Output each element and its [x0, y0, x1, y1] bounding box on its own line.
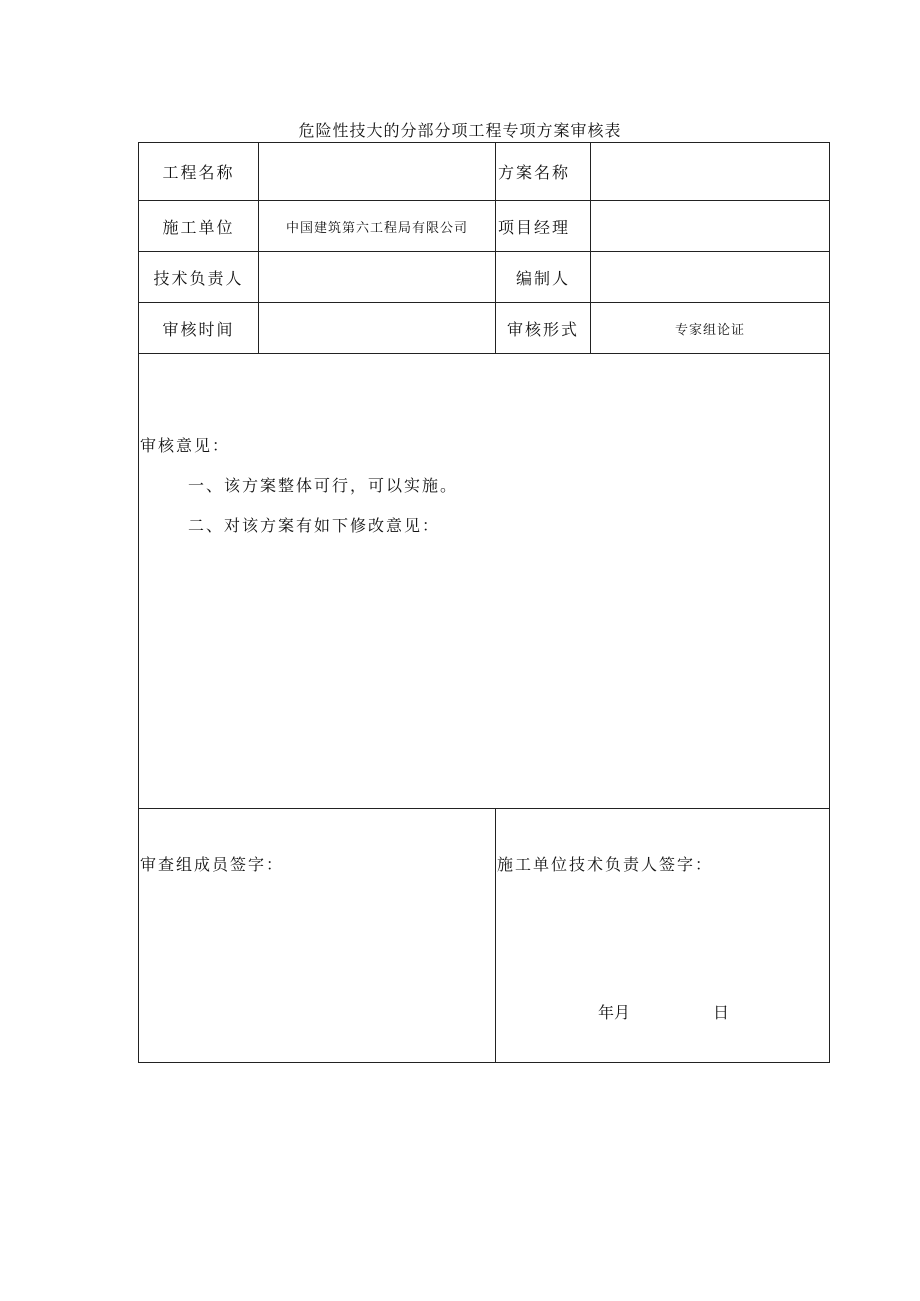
review-time-label: 审核时间	[162, 319, 235, 339]
review-opinion-heading: 审核意见：	[140, 436, 231, 455]
construction-unit-field[interactable]: 中国建筑第六工程局有限公司	[285, 220, 468, 236]
project-name-field[interactable]	[259, 143, 495, 200]
plan-name-field[interactable]	[591, 143, 829, 200]
date-day: 日	[713, 1003, 730, 1022]
technical-lead-label: 技术负责人	[153, 268, 244, 288]
form-title: 危险性技大的分部分项工程专项方案审核表	[298, 121, 622, 140]
date-year-month: 年月	[598, 1003, 631, 1022]
compiler-field[interactable]	[591, 252, 829, 302]
opinion-item-feasible: 一、该方案整体可行，可以实施。	[188, 476, 459, 495]
project-name-label: 工程名称	[162, 163, 235, 182]
review-team-signature-label: 审查组成员签字：	[140, 855, 285, 874]
project-manager-field[interactable]	[591, 201, 829, 251]
construction-unit-label: 施工单位	[162, 217, 235, 237]
review-form-label: 审核形式	[506, 319, 579, 339]
review-form-table	[138, 142, 830, 1063]
technical-lead-field[interactable]	[259, 252, 495, 302]
tech-lead-signature-label: 施工单位技术负责人签字：	[497, 855, 714, 874]
compiler-label: 编制人	[515, 268, 570, 288]
plan-name-label: 方案名称	[498, 163, 571, 182]
review-time-field[interactable]	[259, 303, 495, 353]
project-manager-label: 项目经理	[498, 217, 571, 237]
review-form-field[interactable]: 专家组论证	[674, 322, 745, 338]
opinion-item-revisions: 二、对该方案有如下修改意见：	[188, 516, 441, 535]
review-opinion-section	[140, 426, 458, 546]
